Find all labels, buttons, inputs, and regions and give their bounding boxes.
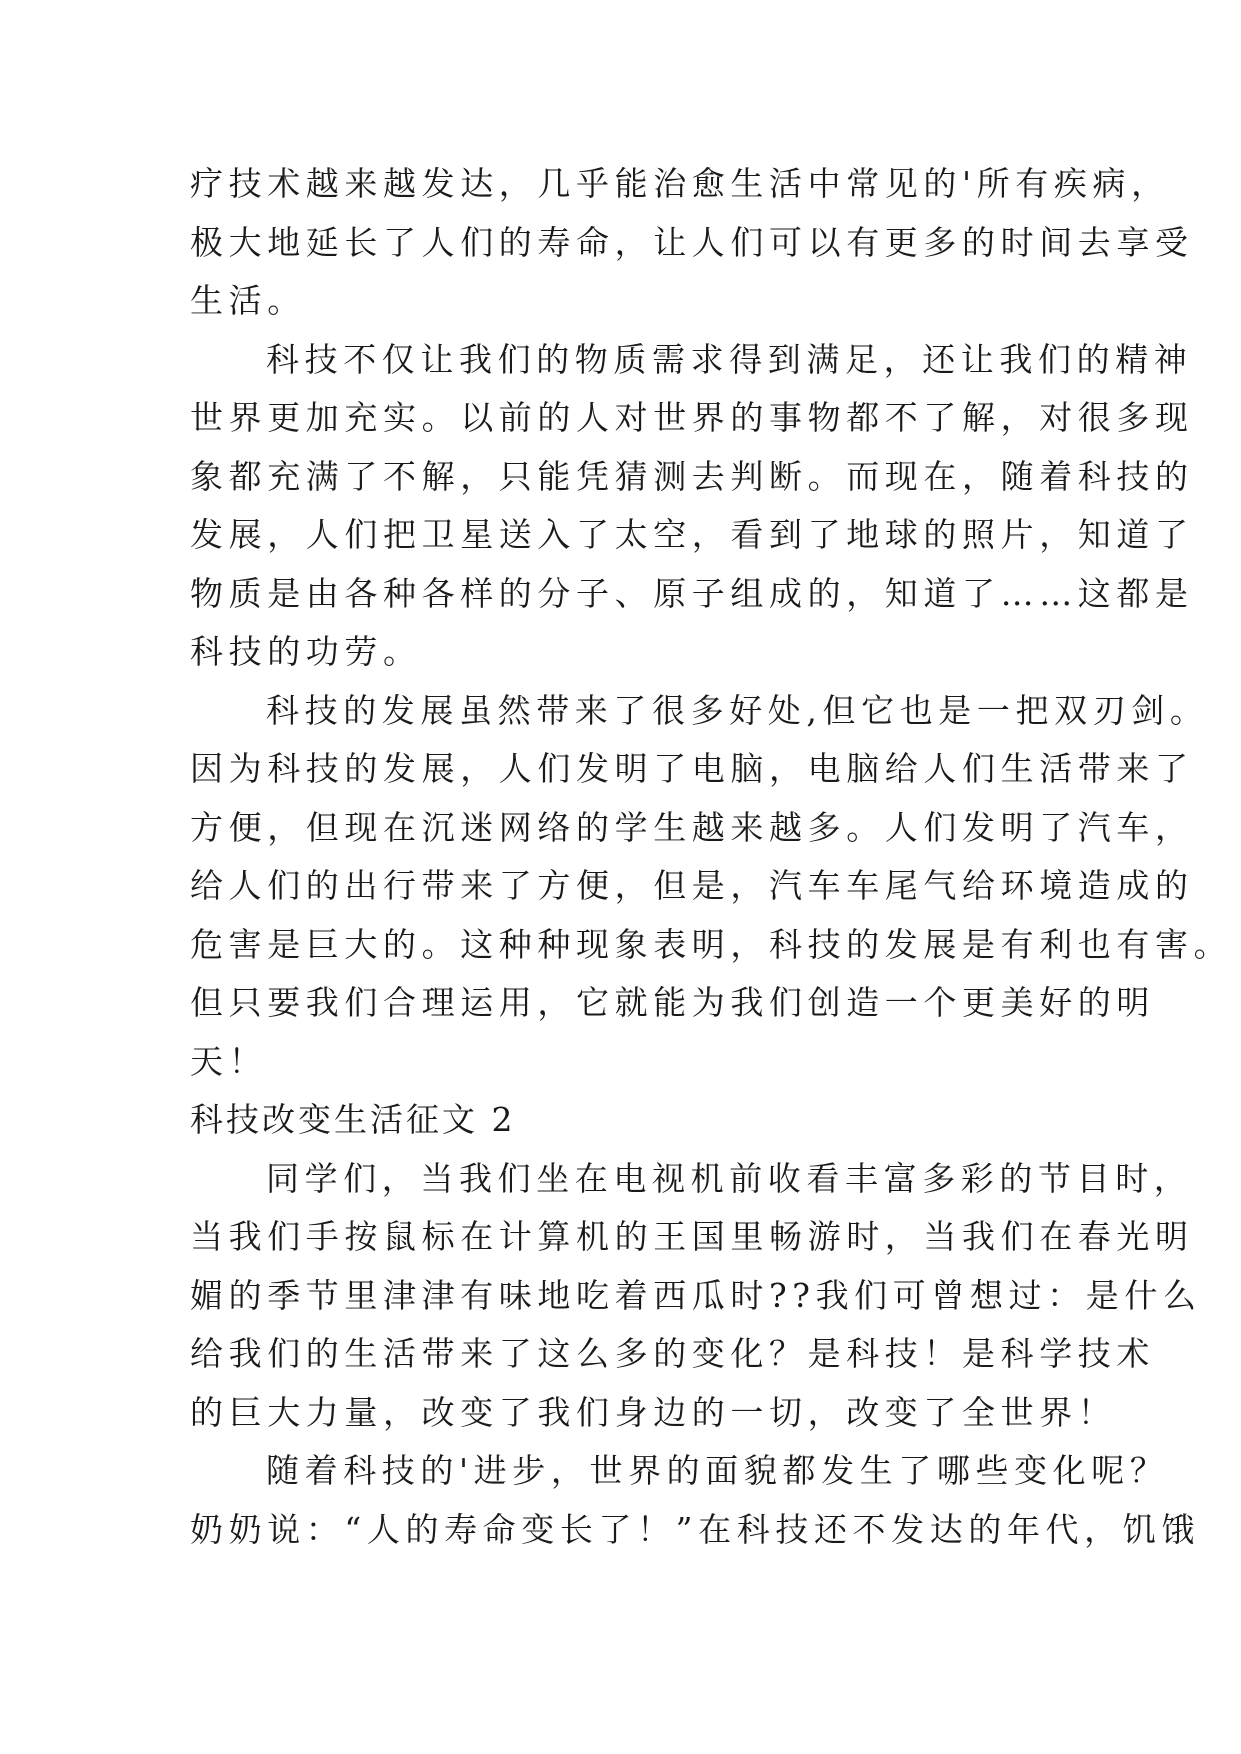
text-line: 科技的功劳。 bbox=[190, 632, 422, 671]
text-line: 世界更加充实。以前的人对世界的事物都不了解，对很多现 bbox=[190, 398, 1194, 437]
text-line: 生活。 bbox=[190, 281, 306, 320]
text-line: 发展，人们把卫星送入了太空，看到了地球的照片，知道了 bbox=[190, 515, 1194, 554]
text-line: 物质是由各种各样的分子、原子组成的，知道了……这都是 bbox=[190, 573, 1194, 613]
text-line: 当我们手按鼠标在计算机的王国里畅游时，当我们在春光明 bbox=[190, 1217, 1194, 1256]
text-line: 奶奶说：“人的寿命变长了！”在科技还不发达的年代，饥饿 bbox=[190, 1509, 1200, 1549]
text-line: 疗技术越来越发达，几乎能治愈生活中常见的'所有疾病， bbox=[190, 164, 1170, 203]
text-line: 因为科技的发展，人们发明了电脑，电脑给人们生活带来了 bbox=[190, 749, 1194, 788]
text-line: 极大地延长了人们的寿命，让人们可以有更多的时间去享受 bbox=[190, 222, 1194, 262]
text-line: 给人们的出行带来了方便，但是，汽车车尾气给环境造成的 bbox=[190, 866, 1194, 905]
text-line: 象都充满了不解，只能凭猜测去判断。而现在，随着科技的 bbox=[190, 456, 1194, 496]
paragraph-start-line: 随着科技的'进步，世界的面貌都发生了哪些变化呢？ bbox=[266, 1451, 1169, 1490]
paragraph-start-line: 科技的发展虽然带来了很多好处,但它也是一把双刃剑。 bbox=[266, 690, 1209, 730]
paragraph-start-line: 科技不仅让我们的物质需求得到满足，还让我们的精神 bbox=[266, 339, 1193, 379]
text-line: 天！ bbox=[190, 1041, 268, 1081]
text-line: 危害是巨大的。这种种现象表明，科技的发展是有利也有害。 bbox=[190, 924, 1233, 964]
text-line: 给我们的生活带来了这么多的变化？是科技！是科学技术 bbox=[190, 1334, 1155, 1373]
text-line: 方便，但现在沉迷网络的学生越来越多。人们发明了汽车， bbox=[190, 807, 1194, 847]
text-line: 媚的季节里津津有味地吃着西瓜时??我们可曾想过：是什么 bbox=[190, 1275, 1202, 1315]
text-line: 的巨大力量，改变了我们身边的一切，改变了全世界！ bbox=[190, 1392, 1117, 1432]
text-line: 但只要我们合理运用，它就能为我们创造一个更美好的明 bbox=[190, 983, 1155, 1022]
document-body bbox=[190, 155, 1233, 1559]
section-heading: 科技改变生活征文 2 bbox=[190, 1100, 516, 1139]
paragraph-start-line: 同学们，当我们坐在电视机前收看丰富多彩的节目时， bbox=[266, 1158, 1193, 1198]
